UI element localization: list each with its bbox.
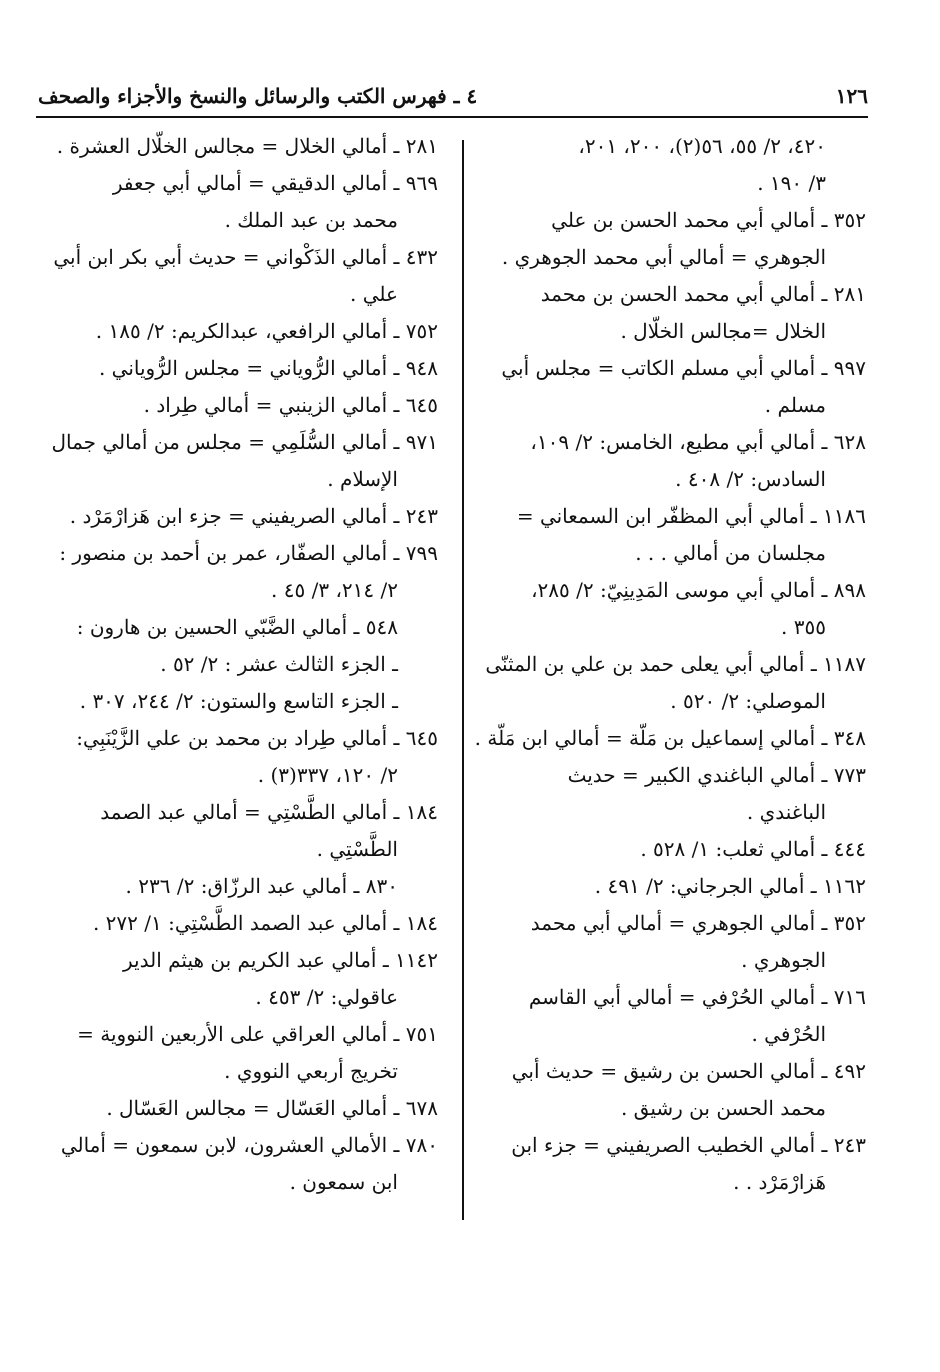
index-entry: [486, 905, 866, 979]
entry-line: ٤٩٢ ـ أمالي الحسن بن رشيق = حديث أبي: [511, 1059, 866, 1083]
entry-line: ٧٥١ ـ أمالي العراقي على الأربعين النووية =: [77, 1022, 438, 1046]
index-entry: [486, 498, 866, 572]
entry-line: ٦٤٥ ـ أمالي طِراد بن محمد بن علي الزَّيْنَبِي:: [76, 726, 438, 750]
index-entry: [54, 498, 438, 535]
entry-continuation-line: هَزارْمَرْد . .: [733, 1170, 826, 1194]
entry-line: ٩٧١ ـ أمالي السُّلَمِي = مجلس من أمالي جمال: [51, 430, 438, 454]
right-column: [474, 128, 866, 1201]
entry-continuation-line: الموصلي: ٢/ ٥٢٠ .: [670, 689, 826, 713]
index-entry: [54, 683, 438, 720]
index-entry: [54, 868, 438, 905]
entry-line: ـ الجزء الثالث عشر : ٢/ ٥٢ .: [160, 652, 398, 676]
index-entry: [54, 165, 438, 239]
index-entry: [54, 905, 438, 942]
entry-continuation-line: الجوهري = أمالي أبي محمد الجوهري .: [501, 245, 826, 269]
index-entry: [486, 202, 866, 276]
index-entry: [486, 831, 866, 868]
index-entry: [54, 942, 438, 1016]
entry-continuation-line: محمد الحسن بن رشيق .: [620, 1096, 826, 1120]
index-entry: [54, 1090, 438, 1127]
entry-line: ٧٥٢ ـ أمالي الرافعي، عبدالكريم: ٢/ ١٨٥ .: [95, 319, 438, 343]
index-entry: [486, 646, 866, 720]
index-entry: [486, 979, 866, 1053]
entry-continuation-line: ٣٥٥ .: [781, 615, 826, 639]
entry-line: ١١٨٧ ـ أمالي أبي يعلى حمد بن علي بن المثنّى: [485, 652, 866, 676]
entry-line: ٦٧٨ ـ أمالي العَسّال = مجالس العَسّال .: [106, 1096, 438, 1120]
entry-continuation-line: مجلسان من أمالي . . .: [635, 541, 826, 565]
entry-continuation-line: الخلال =مجالس الخلّال .: [620, 319, 826, 343]
entry-continuation-line: الحُرْفي .: [751, 1022, 826, 1046]
entry-line: ١٨٤ ـ أمالي عبد الصمد الطَّسْتِي: ١/ ٢٧٢ .: [92, 911, 438, 935]
index-entry: [54, 128, 438, 165]
entry-continuation-line: عاقولي: ٢/ ٤٥٣ .: [255, 985, 398, 1009]
entry-line: ١٨٤ ـ أمالي الطَّسْتِي = أمالي عبد الصمد: [100, 800, 438, 824]
header-rule: [36, 116, 868, 118]
index-entry: [54, 350, 438, 387]
entry-line: ٢٨١ ـ أمالي أبي محمد الحسن بن محمد: [540, 282, 866, 306]
column-divider: [462, 140, 464, 1220]
entry-line: ٢٨١ ـ أمالي الخلال = مجالس الخلّال العشرة .: [56, 134, 438, 158]
entry-continuation-line: الباغندي .: [746, 800, 826, 824]
entry-line: ٩٤٨ ـ أمالي الرُّوياني = مجلس الرُّوياني .: [98, 356, 438, 380]
index-entry: [486, 757, 866, 831]
index-entry: [486, 868, 866, 905]
entry-line: ـ الجزء التاسع والستون: ٢/ ٢٤٤، ٣٠٧ .: [79, 689, 398, 713]
index-entry: [54, 387, 438, 424]
entry-line: ٥٤٨ ـ أمالي الضَّبّي الحسين بن هارون :: [76, 615, 398, 639]
index-entry: [486, 350, 866, 424]
index-entry: [54, 1016, 438, 1090]
index-entry: [54, 646, 438, 683]
index-entry: [54, 720, 438, 794]
index-entry: [486, 572, 866, 646]
page-header: [38, 76, 868, 116]
entry-continuation-line: السادس: ٢/ ٤٠٨ .: [675, 467, 826, 491]
entry-line: ٦٤٥ ـ أمالي الزينبي = أمالي طِراد .: [143, 393, 438, 417]
entry-continuation-line: علي .: [350, 282, 398, 306]
running-title: ٤ ـ فهرس الكتب والرسائل والنسخ والأجزاء والصحف: [38, 84, 478, 108]
entry-continuation-line: ٢/ ٢١٤، ٣/ ٤٥ .: [271, 578, 398, 602]
index-entry: [54, 609, 438, 646]
entry-continuation-line: الإسلام .: [327, 467, 398, 491]
index-entry: [474, 720, 866, 757]
entry-continuation-line: الطَّسْتِي .: [316, 837, 398, 861]
entry-continuation-line: الجوهري .: [741, 948, 826, 972]
index-entry: [486, 1127, 866, 1201]
index-entry: [54, 794, 438, 868]
entry-continuation-line: محمد بن عبد الملك .: [224, 208, 398, 232]
entry-line: ١١٤٢ ـ أمالي عبد الكريم بن هيثم الدير: [123, 948, 438, 972]
index-entry: [51, 424, 438, 498]
entry-continuation-line: ٢/ ١٢٠، ٣٣٧(٣) .: [257, 763, 398, 787]
entry-line: ٩٩٧ ـ أمالي أبي مسلم الكاتب = مجلس أبي: [501, 356, 866, 380]
entry-continuation-line: مسلم .: [764, 393, 826, 417]
entry-line: ٤٤٤ ـ أمالي ثعلب: ١/ ٥٢٨ .: [640, 837, 866, 861]
entry-line: ٧١٦ ـ أمالي الحُرْفي = أمالي أبي القاسم: [528, 985, 866, 1009]
entry-line: ٧٧٣ ـ أمالي الباغندي الكبير = حديث: [567, 763, 866, 787]
left-column: [51, 128, 438, 1201]
index-entry: [54, 239, 438, 313]
entry-line: ٣٥٢ ـ أمالي أبي محمد الحسن بن علي: [551, 208, 866, 232]
entry-line: ٧٨٠ ـ الأمالي العشرون، لابن سمعون = أمالي: [60, 1133, 438, 1157]
entry-line: ٢٤٣ ـ أمالي الصريفيني = جزء ابن هَزارْمَرْد .: [69, 504, 438, 528]
entry-line: ٩٦٩ ـ أمالي الدقيقي = أمالي أبي جعفر: [112, 171, 438, 195]
entry-continuation-line: ابن سمعون .: [289, 1170, 398, 1194]
page-number: ١٢٦: [835, 84, 868, 108]
entry-line: ٧٩٩ ـ أمالي الصفّار، عمر بن أحمد بن منصور :: [59, 541, 438, 565]
index-entry: [54, 1127, 438, 1201]
entry-line: ٤٢٠، ٢/ ٥٥، ٥٦(٢)، ٢٠٠، ٢٠١،: [578, 134, 826, 158]
index-entry: [486, 424, 866, 498]
entry-line: ٤٣٢ ـ أمالي الذَكْواني = حديث أبي بكر ابن أبي: [53, 245, 438, 269]
index-entry: [54, 535, 438, 609]
entry-line: ١١٨٦ ـ أمالي أبي المظفّر ابن السمعاني =: [516, 504, 866, 528]
entry-continuation-line: تخريج أربعي النووي .: [224, 1059, 398, 1083]
index-entry: [486, 128, 866, 202]
entry-line: ٨٩٨ ـ أمالي أبي موسى المَدِينِيّ: ٢/ ٢٨٥،: [531, 578, 866, 602]
entry-line: ١١٦٢ ـ أمالي الجرجاني: ٢/ ٤٩١ .: [594, 874, 866, 898]
entry-continuation-line: ٣/ ١٩٠ .: [757, 171, 826, 195]
entry-line: ٢٤٣ ـ أمالي الخطيب الصريفيني = جزء ابن: [511, 1133, 866, 1157]
index-entry: [54, 313, 438, 350]
index-entry: [486, 1053, 866, 1127]
entry-line: ٣٥٢ ـ أمالي الجوهري = أمالي أبي محمد: [530, 911, 866, 935]
entry-line: ٦٢٨ ـ أمالي أبي مطيع، الخامس: ٢/ ١٠٩،: [530, 430, 866, 454]
entry-line: ٣٤٨ ـ أمالي إسماعيل بن مَلّة = أمالي ابن مَلّة .: [474, 726, 866, 750]
entry-line: ٨٣٠ ـ أمالي عبد الرزّاق: ٢/ ٢٣٦ .: [125, 874, 398, 898]
index-entry: [486, 276, 866, 350]
